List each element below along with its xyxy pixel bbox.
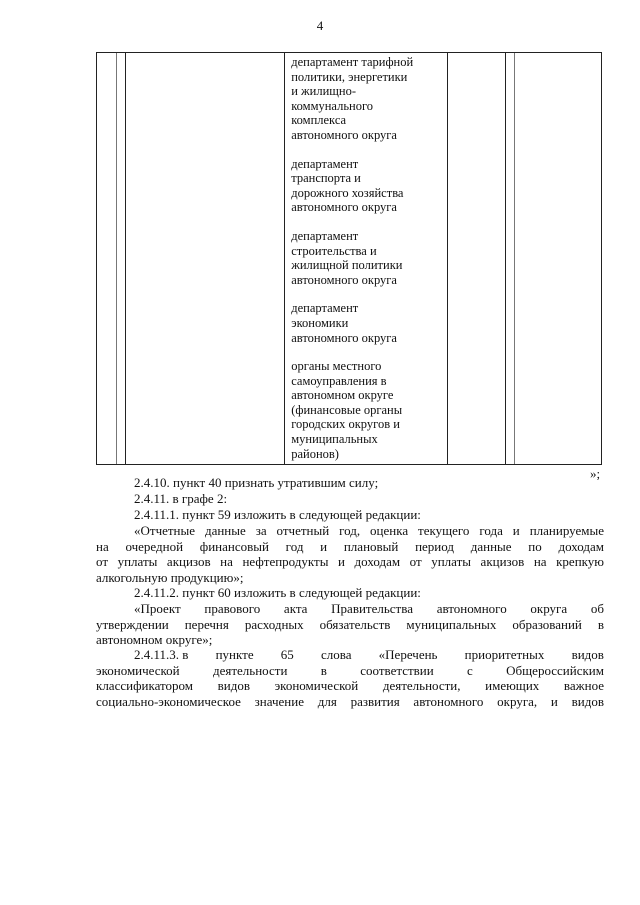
department-entry — [285, 155, 447, 215]
department-line: департамент — [291, 156, 359, 171]
department-line: самоуправления в — [291, 373, 387, 388]
department-line: автономного округа — [291, 330, 397, 345]
text-line: алкогольную продукцию»; — [96, 569, 244, 585]
closing-quote-mark: »; — [590, 466, 601, 481]
department-line: автономного округа — [291, 127, 397, 142]
department-line: органы местного — [291, 359, 382, 374]
word: 2.4.11.3. в — [134, 647, 189, 662]
text-line: социально-экономическое значение для развития автономного округа, и видов — [96, 693, 604, 709]
word: приоритетных — [464, 647, 545, 662]
table-cell-departments — [285, 53, 448, 465]
department-line: (финансовые органы — [291, 402, 403, 417]
paragraph-2-4-10: 2.4.10. пункт 40 признать утратившим силу; — [134, 475, 379, 490]
paragraph-2-4-11-1: 2.4.11.1. пункт 59 изложить в следующей редакции: — [134, 507, 421, 522]
text-line: классификатором видов экономической деятельности, имеющих важное — [96, 678, 604, 693]
department-line: автономного округа — [291, 200, 397, 215]
text-line: утверждении перечня расходных обязательств муниципальных образований в — [96, 616, 604, 632]
text-line: от уплаты акцизов на нефтепродукты и доходам от уплаты акцизов на крепкую — [96, 554, 604, 569]
department-entry — [285, 299, 447, 345]
department-entry — [285, 227, 447, 287]
department-line: строительства и — [291, 243, 377, 258]
table-cell-number — [97, 53, 126, 465]
word: пункте — [215, 647, 254, 662]
text-line: «Отчетные данные за отчетный год, оценка текущего года и планируемые — [134, 523, 604, 538]
department-line: дорожного хозяйства — [291, 185, 404, 200]
department-line: департамент — [291, 301, 359, 316]
word: видов — [571, 647, 604, 662]
department-line: городских округов и — [291, 417, 400, 432]
page-number: 4 — [316, 18, 324, 33]
paragraph-2-4-11: 2.4.11. в графе 2: — [134, 491, 228, 506]
department-line: транспорта и — [291, 171, 361, 186]
department-line: коммунального — [291, 98, 374, 113]
department-line: автономном округе — [291, 388, 394, 403]
table-cell-deadline — [448, 53, 506, 465]
paragraph-2-4-11-3 — [96, 647, 604, 709]
text-line: на очередной финансовый год и плановый период данные по доходам — [96, 538, 604, 554]
paragraph-2-4-11-2: 2.4.11.2. пункт 60 изложить в следующей редакции: — [134, 585, 421, 600]
continuation-table — [96, 52, 602, 465]
department-line: политики, энергетики — [291, 69, 408, 84]
word: 65 — [280, 647, 294, 662]
department-line: экономики — [291, 315, 349, 330]
department-entry — [285, 357, 447, 461]
text-line: автономном округе»; — [96, 632, 213, 647]
department-line: автономного округа — [291, 272, 397, 287]
paragraph-item-59-text — [96, 523, 604, 585]
department-line: муниципальных — [291, 432, 378, 447]
department-entry — [285, 53, 447, 143]
text-line — [96, 647, 604, 663]
department-line: департамент — [291, 228, 359, 243]
department-line: жилищной политики — [291, 258, 403, 273]
department-line: и жилищно- — [291, 84, 357, 99]
table-cell-note — [505, 53, 601, 465]
text-line: «Проект правового акта Правительства автономного округа об — [134, 601, 604, 616]
department-line: районов) — [291, 446, 339, 461]
table-cell-name — [126, 53, 285, 465]
text-line: экономической деятельности в соответствии с Общероссийским — [96, 662, 604, 678]
word: «Перечень — [378, 647, 438, 662]
department-line: комплекса — [291, 113, 347, 128]
word: слова — [320, 647, 352, 662]
paragraph-item-60-text — [96, 601, 604, 648]
department-line: департамент тарифной — [291, 55, 414, 69]
